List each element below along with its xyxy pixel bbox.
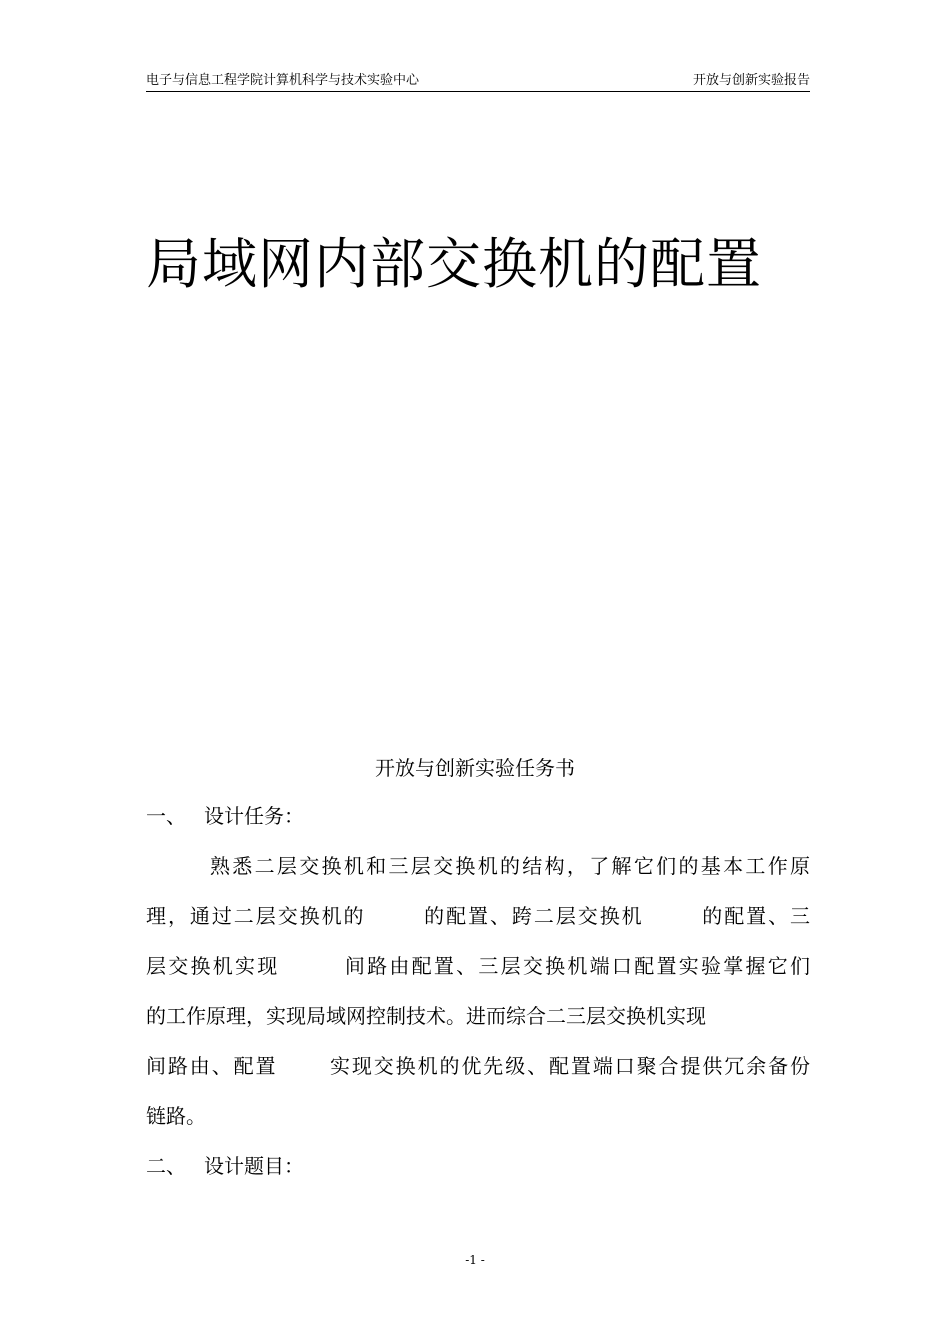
paragraph-line bbox=[210, 852, 810, 880]
task-book-subtitle: 开放与创新实验任务书 bbox=[375, 756, 575, 780]
section-heading-1 bbox=[146, 802, 304, 830]
text-run: 层交换机实现 bbox=[146, 954, 280, 978]
section-heading-2 bbox=[146, 1152, 304, 1180]
text-run: 间路由、配置 bbox=[146, 1054, 278, 1078]
text-run: 理，通过二层交换机的 bbox=[146, 904, 366, 928]
text-run: 链路。 bbox=[146, 1104, 206, 1128]
section-title: 设计任务： bbox=[204, 804, 304, 828]
page-number: -1 - bbox=[465, 1253, 485, 1267]
header-left: 电子与信息工程学院计算机科学与技术实验中心 bbox=[146, 73, 420, 88]
paragraph-line bbox=[146, 952, 810, 980]
paragraph-line bbox=[146, 1052, 810, 1080]
section-number: 二、 bbox=[146, 1154, 186, 1178]
text-run: 的配置、跨二层交换机 bbox=[424, 904, 644, 928]
text-run: 的配置、三 bbox=[702, 904, 811, 928]
section-number: 一、 bbox=[146, 804, 186, 828]
header-right: 开放与创新实验报告 bbox=[692, 73, 810, 88]
header-rule bbox=[146, 91, 810, 92]
document-title: 局域网内部交换机的配置 bbox=[146, 231, 763, 296]
text-run: 间路由配置、三层交换机端口配置实验掌握它们 bbox=[344, 954, 811, 978]
text-run: 熟悉二层交换机和三层交换机的结构，了解它们的基本工作原 bbox=[210, 854, 810, 878]
text-run: 实现交换机的优先级、配置端口聚合提供冗余备份 bbox=[329, 1054, 810, 1078]
paragraph-line bbox=[146, 1102, 810, 1130]
text-run: 的工作原理，实现局域网控制技术。进而综合二三层交换机实现 bbox=[146, 1004, 706, 1028]
paragraph-line bbox=[146, 1002, 810, 1030]
section-title: 设计题目： bbox=[204, 1154, 304, 1178]
paragraph-line bbox=[146, 902, 810, 930]
